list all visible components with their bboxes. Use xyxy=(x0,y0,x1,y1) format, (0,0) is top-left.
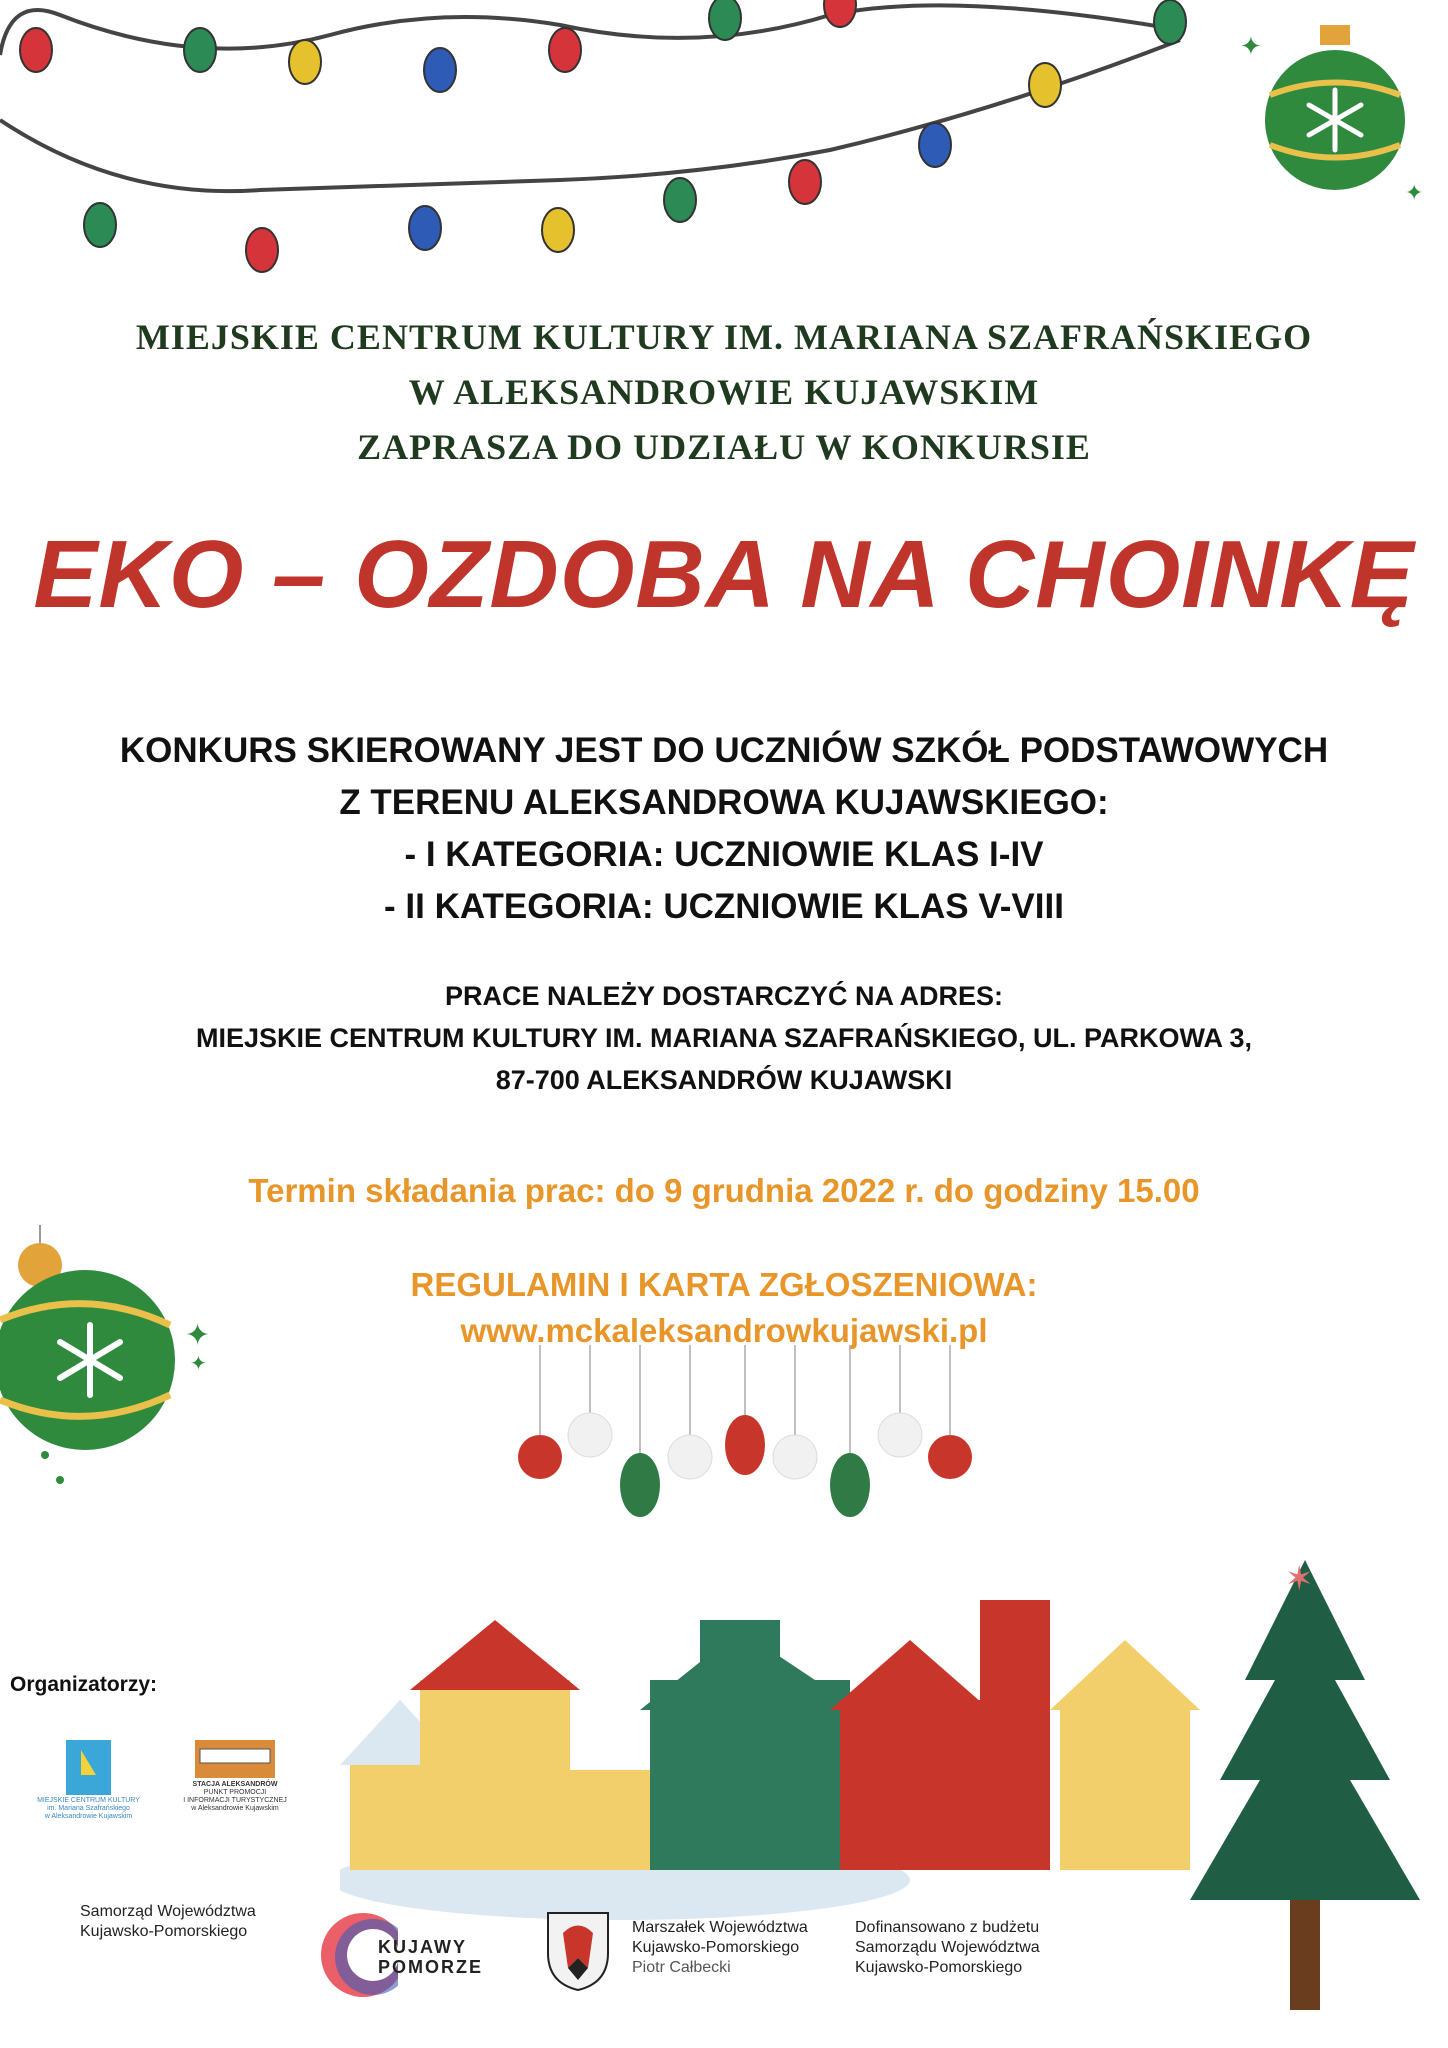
ornament-ball-icon xyxy=(0,1225,230,1495)
samorzad-line2: Kujawsko-Pomorskiego xyxy=(80,1923,248,1940)
marszalek-line1: Marszałek Województwa xyxy=(632,1919,808,1936)
category-1: - I KATEGORIA: UCZNIOWIE KLAS I-IV xyxy=(404,835,1044,874)
organizer-intro xyxy=(0,310,1448,475)
svg-text:✶: ✶ xyxy=(1285,1560,1314,1599)
organizer-intro-line2: W ALEKSANDROWIE KUJAWSKIM xyxy=(408,372,1040,412)
funding-line3: Kujawsko-Pomorskiego xyxy=(855,1959,1023,1976)
funding-line1: Dofinansowano z budżetu xyxy=(855,1919,1040,1936)
mck-logo-line3: w Aleksandrowie Kujawskim xyxy=(44,1813,133,1820)
organizer-intro-line3: ZAPRASZA DO UDZIAŁU W KONKURSIE xyxy=(357,427,1091,467)
christmas-lights-decoration xyxy=(0,0,1448,290)
stacja-logo-line4: w Aleksandrowie Kujawskim xyxy=(191,1805,279,1812)
marszalek-credit xyxy=(632,1918,808,1978)
mck-logo xyxy=(26,1735,151,1830)
stacja-logo xyxy=(170,1735,300,1825)
ornament-ball-icon xyxy=(1235,15,1435,215)
website-link[interactable]: www.mckaleksandrowkujawski.pl xyxy=(460,1312,988,1349)
organizers-label: Organizatorzy: xyxy=(10,1673,158,1696)
stacja-logo-line2: PUNKT PROMOCJI xyxy=(203,1789,267,1796)
marszalek-name: Piotr Całbecki xyxy=(632,1959,731,1976)
kujawy-logo-line2: POMORZE xyxy=(378,1957,484,1977)
category-2: - II KATEGORIA: UCZNIOWIE KLAS V-VIII xyxy=(384,887,1064,926)
samorzad-credit xyxy=(80,1902,256,1942)
funding-line2: Samorządu Województwa xyxy=(855,1939,1040,1956)
coat-of-arms-icon xyxy=(543,1908,613,1993)
mck-logo-line2: im. Mariana Szafrańskiego xyxy=(47,1805,130,1812)
hanging-baubles-decoration xyxy=(500,1345,1000,1545)
address-heading: PRACE NALEŻY DOSTARCZYĆ NA ADRES: xyxy=(444,981,1004,1011)
address-line2: 87-700 ALEKSANDRÓW KUJAWSKI xyxy=(495,1065,953,1095)
svg-text:✦: ✦ xyxy=(1405,181,1424,206)
description-line1: KONKURS SKIEROWANY JEST DO UCZNIÓW SZKÓŁ PODSTAWOWYCH xyxy=(119,731,1329,770)
description-line2: Z TERENU ALEKSANDROWA KUJAWSKIEGO: xyxy=(339,783,1109,822)
kujawy-logo-line1: KUJAWY xyxy=(378,1937,468,1957)
mck-logo-line1: MIEJSKIE CENTRUM KULTURY xyxy=(37,1797,140,1804)
deadline-text: Termin składania prac: do 9 grudnia 2022 r. do godziny 15.00 xyxy=(248,1172,1200,1209)
marszalek-line2: Kujawsko-Pomorskiego xyxy=(632,1939,800,1956)
stacja-logo-line1: STACJA ALEKSANDRÓW xyxy=(192,1781,278,1788)
address-line1: MIEJSKIE CENTRUM KULTURY IM. MARIANA SZAFRAŃSKIEGO, UL. PARKOWA 3, xyxy=(195,1023,1253,1053)
svg-text:✦: ✦ xyxy=(190,1351,207,1375)
samorzad-line1: Samorząd Województwa xyxy=(80,1903,256,1920)
kujawy-pomorze-logo xyxy=(318,1905,488,2005)
svg-text:✦: ✦ xyxy=(1240,32,1262,62)
contest-description xyxy=(0,725,1448,933)
svg-text:✦: ✦ xyxy=(185,1318,211,1353)
organizer-intro-line1: MIEJSKIE CENTRUM KULTURY IM. MARIANA SZAFRAŃSKIEGO xyxy=(135,317,1313,357)
contest-title: EKO – OZDOBA NA CHOINKĘ xyxy=(33,521,1415,628)
delivery-address xyxy=(0,975,1448,1101)
regulamin-heading: REGULAMIN I KARTA ZGŁOSZENIOWA: xyxy=(410,1266,1038,1303)
stacja-logo-line3: I INFORMACJI TURYSTYCZNEJ xyxy=(183,1797,287,1804)
funding-credit xyxy=(855,1918,1040,1978)
